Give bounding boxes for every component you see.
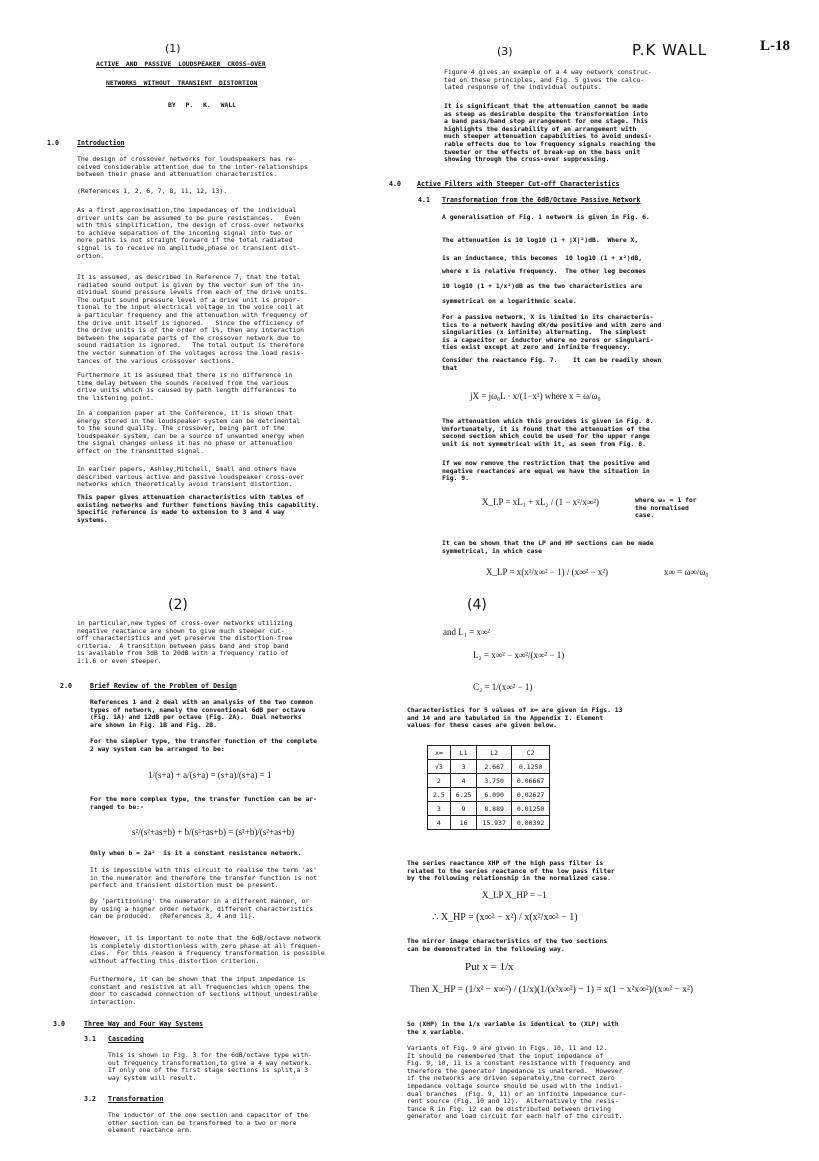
- section-3-number: 3.0: [53, 1020, 65, 1028]
- page4-paragraph-5: Variants of Fig. 9 are given in Figs. 10, 11 and 12. It should be remembered that the input impedance of Fig. 9, 10, 11 is a constant resistance with frequency and therefore the generator impedance is unaltered. However if the networks are driven separately,the correct zero impedance voltage source should be used with the indivi- dual branches (Fig. 9, 11) or an infinite impedance cur- rent source (Fig. 10 and 12). Alternatively the resis- tance R in Fig. 12 can be distributed between driving generator and load circuit for each half of the circuit.: [407, 1044, 631, 1121]
- section-4-1-paragraph-8: It can be shown that the LP and HP sections can be made symmetrical, in which case: [442, 539, 654, 555]
- handwritten-substitution: Put x = 1/x: [465, 961, 514, 973]
- equation-l2: L₂ = x∞² − x∞²/(x∞² − 1): [473, 650, 565, 660]
- section-4-heading: Active Filters with Steeper Cut-off Characteristics: [417, 180, 620, 188]
- handwritten-author-mark: P.K WALL: [632, 41, 708, 59]
- table-cell: 6.25: [450, 788, 477, 802]
- table-header: C2: [511, 746, 549, 760]
- table-header: x∞: [428, 746, 451, 760]
- section-2-paragraph-8: Furthermore, it can be shown that the input impedance is constant and resistive at all frequencies which opens the door to cascaded connection of sections without undesirable interaction.: [90, 975, 318, 1006]
- table-row: [428, 816, 550, 830]
- title-line-2: NETWORKS WITHOUT TRANSIENT DISTORTION: [106, 79, 258, 87]
- element-values-table: [427, 745, 550, 830]
- section-4-1-number: 4.1: [418, 196, 430, 204]
- intro-references: (References 1, 2, 6, 7, 8, 11, 12, 13).: [77, 187, 228, 195]
- table-cell: 9: [450, 802, 477, 816]
- table-cell: 0.1250: [511, 760, 549, 774]
- section-4-1-paragraph-2: The attenuation is 10 log10 (1 + |X|²)dB. Where X, is an inductance, this becomes 10 log10 (1 + x²)dB,: [442, 236, 643, 262]
- section-4-1-paragraph-7: If we now remove the restriction that the positive and negative reactances are equal we have the situation in Fig. 9.: [442, 459, 650, 483]
- section-1-heading: Introduction: [77, 139, 125, 147]
- page4-paragraph-1: Characteristics for 5 values of x∞ are given in Figs. 13 and 14 and are tabulated in the Appendix I. Element values for these cases are given below.: [407, 706, 623, 730]
- section-3-2-paragraph: The inductor of the one section and capacitor of the other section can be transformed to a two or more element reactance arm.: [108, 1111, 309, 1135]
- table-cell: 15.937: [477, 816, 511, 830]
- table-row: [428, 760, 550, 774]
- equation-second-order-sum: s²/(s²+as+b) + b/(s²+as+b) = (s²+b)/(s²+as+b): [132, 827, 295, 837]
- section-4-1-paragraph-5: Consider the reactance Fig. 7. It can be readily shown that: [442, 356, 662, 372]
- section-2-paragraph-5: It is impossible with this circuit to realise the term 'as' in the numerator and therefore the transfer function is not perfect and transient distortion must be present.: [90, 866, 318, 890]
- equation-xhp: ∴ X_HP = (x∞² − x²) / x(x²/x∞² − 1): [432, 912, 578, 923]
- section-2-paragraph-4: Only when b = 2a² is it a constant resistance network.: [90, 849, 302, 857]
- intro-paragraph-2: As a first approximation,the impedances of the individual driver units can be assumed to be pure resistances. Even with this simplification, the design of cross-over networks to achieve separation of the incoming signal into two or more paths is not straight forward if the total radiated signal is to receive no amplitude,phase or transient dist- ortion.: [77, 206, 305, 260]
- page3-paragraph-1: Figure 4 gives an example of a 4 way network construc- ted on these principles, and Fig. 5 gives the calcu- lated response of the individual outputs.: [444, 68, 652, 92]
- section-3-heading: Three Way and Four Way Systems: [84, 1020, 204, 1028]
- table-cell: 2.667: [477, 760, 511, 774]
- handwritten-xhp-derivation: Then X_HP = (1/x² − x∞²) / (1/x)(1/(x²x∞²) − 1) = x(1 − x²x∞²)/(x∞² − x²): [410, 985, 693, 995]
- section-2-paragraph-3: For the more complex type, the transfer function can be ar- ranged to be:-: [90, 795, 318, 811]
- table-cell: 0.06667: [511, 774, 549, 788]
- table-cell: √3: [428, 760, 451, 774]
- section-3-2-number: 3.2: [84, 1095, 96, 1103]
- page2-paragraph-1: in particular,new types of cross-over networks utilizing negative reactance are shown to give much steeper cut- off characteristics and yet preserve the distortion-free criteria. A transition between pass band and stop band is available from 3dB to 20dB with a frequency ratio of 1:1.6 or even steeper.: [77, 619, 293, 665]
- section-1-number: 1.0: [47, 139, 59, 147]
- table-cell: 8.889: [477, 802, 511, 816]
- page-number-2: (2): [168, 597, 188, 613]
- intro-paragraph-4: Furthermore it is assumed that there is no difference in time delay between the sounds received from the various drive units which is caused by path length differences to the listening point.: [77, 371, 297, 402]
- section-4-1-heading: Transformation from the 6dB/Octave Passive Network: [442, 196, 641, 204]
- table-row: [428, 774, 550, 788]
- equation-x-infinity-ratio: x∞ = ω∞/ω₀: [664, 567, 709, 577]
- equation-xlp-symmetric: X_LP = x(x²/x∞² − 1) / (x∞² − x²): [486, 567, 609, 577]
- document-code: L-18: [760, 38, 790, 54]
- table-cell: 6.090: [477, 788, 511, 802]
- intro-paragraph-3: It is assumed, as described in Reference 7, that the total radiated sound output is given by the vector sum of the in- dividual sound pressure levels from each of the drive units. The output sound pressure level of a drive unit is propor- tional to the input electrical voltage in the voice coil at a particular frequency and the attenuation with frequency of the drive unit itself is ignored. Since the efficiency of the drive units is of the order of 1%, then any interaction between the separate parts of the crossover network due to sound radiation is ignored. The total output is therefore the vector summation of the voltages across the load resis- tances of the various crossover sections.: [77, 273, 308, 365]
- section-3-1-paragraph: This is shown in Fig. 3 for the 6dB/octave type with- out frequency transformation,to give a 4 way network. If only one of the first stage sections is split,a 3 way system will result.: [108, 1051, 312, 1082]
- page-number-1: (1): [165, 42, 181, 55]
- page-number-3: (3): [497, 45, 513, 58]
- table-row: [428, 802, 550, 816]
- table-cell: 4: [450, 774, 477, 788]
- table-cell: 2: [428, 774, 451, 788]
- section-2-heading: Brief Review of the Problem of Design: [90, 682, 237, 690]
- section-3-1-number: 3.1: [84, 1035, 96, 1043]
- section-2-number: 2.0: [60, 682, 72, 690]
- table-cell: 16: [450, 816, 477, 830]
- section-3-2-heading: Transformation: [108, 1095, 164, 1103]
- section-2-paragraph-2: For the simpler type, the transfer function of the complete 2 way system can be arranged to be:: [90, 737, 318, 753]
- table-cell: 2.5: [428, 788, 451, 802]
- page4-paragraph-3: The mirror image characteristics of the two sections can be demonstrated in the following way.: [407, 937, 608, 953]
- table-cell: 3: [428, 802, 451, 816]
- page-number-4: (4): [467, 597, 487, 613]
- section-2-paragraph-1: References 1 and 2 deal with an analysis of the two common types of network, namely the conventional 6dB per octave (Fig. 1A) and 12dB per octave (Fig. 2A). Dual networks are shown in Fig. 1B and Fig. 2B.: [90, 698, 314, 729]
- table-cell: 0.01250: [511, 802, 549, 816]
- table-cell: 3.750: [477, 774, 511, 788]
- table-cell: 4: [428, 816, 451, 830]
- page3-paragraph-2: It is significant that the attenuation cannot be made as steep as desirable despite the transformation into a band pass/band stop arrangement for one stage. This highlights the desirability of an arrangement with much steeper attenuation capabilities to avoid undesi- rable effects due to low frequency signals reaching the tweeter or the effects of break-up on the bass unit showing through the cross-over suppressing.: [444, 102, 656, 164]
- table-cell: 0.00392: [511, 816, 549, 830]
- title-line-1: ACTIVE AND PASSIVE LOUDSPEAKER CROSS-OVER: [96, 60, 266, 68]
- equation-l1: and L₁ = x∞²: [443, 627, 491, 637]
- section-4-1-paragraph-3: where x is relative frequency. The other leg becomes 10 log10 (1 + 1/x²)dB as the two characteristics are symmetrical on a logarithmic scale.: [442, 267, 646, 305]
- intro-paragraph-7: This paper gives attenuation characteristics with tables of existing networks and further functions having this capability. Specific reference is made to extension to 3 and 4 way systems.: [77, 493, 320, 524]
- byline: BY P. K. WALL: [168, 101, 237, 109]
- table-header: L2: [477, 746, 511, 760]
- section-2-paragraph-7: However, it is important to note that the 6dB/octave network is completely distortionless with zero phase at all frequen- cies. For this reason a frequency transformation is possible without affecting this distortion criterion.: [90, 934, 325, 965]
- table-cell: 0.02627: [511, 788, 549, 802]
- table-cell: 3: [450, 760, 477, 774]
- equation-reactance-jx: jX = jω₀L · x/(1−x²) where x = ω/ω₀: [470, 391, 601, 401]
- page4-paragraph-2: The series reactance XHP of the high pass filter is related to the series reactance of the low pass filter by the following relationship in the normalized case.: [407, 859, 615, 883]
- table-header-row: [428, 746, 550, 760]
- section-4-1-paragraph-1: A generalisation of Fig. 1 network is given in Fig. 6.: [442, 213, 650, 221]
- section-4-1-paragraph-6: The attenuation which this provides is given in Fig. 8. Unfortunately, it is found that the attenuation of the second section which could be used for the upper range unit is not symmetrical with it, as seen from Fig. 8.: [442, 417, 654, 448]
- equation-xlp-series: X_LP = xL₁ + xL₂ / (1 − x²/x∞²): [482, 497, 599, 507]
- intro-paragraph-6: In earlier papers, Ashley,Mitchell, Small and others have described various active and passive loudspeaker cross-over networks which theoretically avoid transient distortion.: [77, 465, 305, 489]
- section-3-1-heading: Cascading: [108, 1035, 144, 1043]
- equation-first-order-sum: 1/(s+a) + a/(s+a) = (s+a)/(s+a) = 1: [148, 770, 272, 780]
- section-4-1-paragraph-4: For a passive network, X is limited in its characteris- tics to a network having dX/dω positive and with zero and singularities (x infinite) alternating. The simplest is a capacitor or inductor where no zeros or singulari- ties exist except at zero and infinite frequency.: [442, 313, 662, 352]
- equation-xlp-xhp-product: X_LP X_HP = −1: [482, 890, 547, 900]
- intro-paragraph-1: The design of crossover networks for loudspeakers has re- ceived considerable attention due to the inter-relationships between their phase and attenuation characteristics.: [77, 155, 308, 179]
- equation-c2: C₂ = 1/(x∞² − 1): [473, 682, 533, 692]
- equation-normalised-note: where ω₀ = 1 for the normalised case.: [635, 496, 697, 520]
- page4-paragraph-4: So (XHP) in the 1/x variable is identical to (XLP) with the x variable.: [407, 1020, 619, 1036]
- section-4-number: 4.0: [389, 180, 401, 188]
- section-2-paragraph-6: By 'partitioning' the numerator in a different manner, or by using a higher order network, different characteristics can be produced. (References 3, 4 and 11).: [90, 897, 314, 921]
- intro-paragraph-5: In a companion paper at the Conference, it is shown that energy stored in the loudspeaker system can be detrimental to the sound quality. The crossover, being part of the loudspeaker system, can be a source of unwanted energy when the signal changes unless it has no phase or attenuation effect on the transmitted signal.: [77, 409, 305, 455]
- table-row: [428, 788, 550, 802]
- table-header: L1: [450, 746, 477, 760]
